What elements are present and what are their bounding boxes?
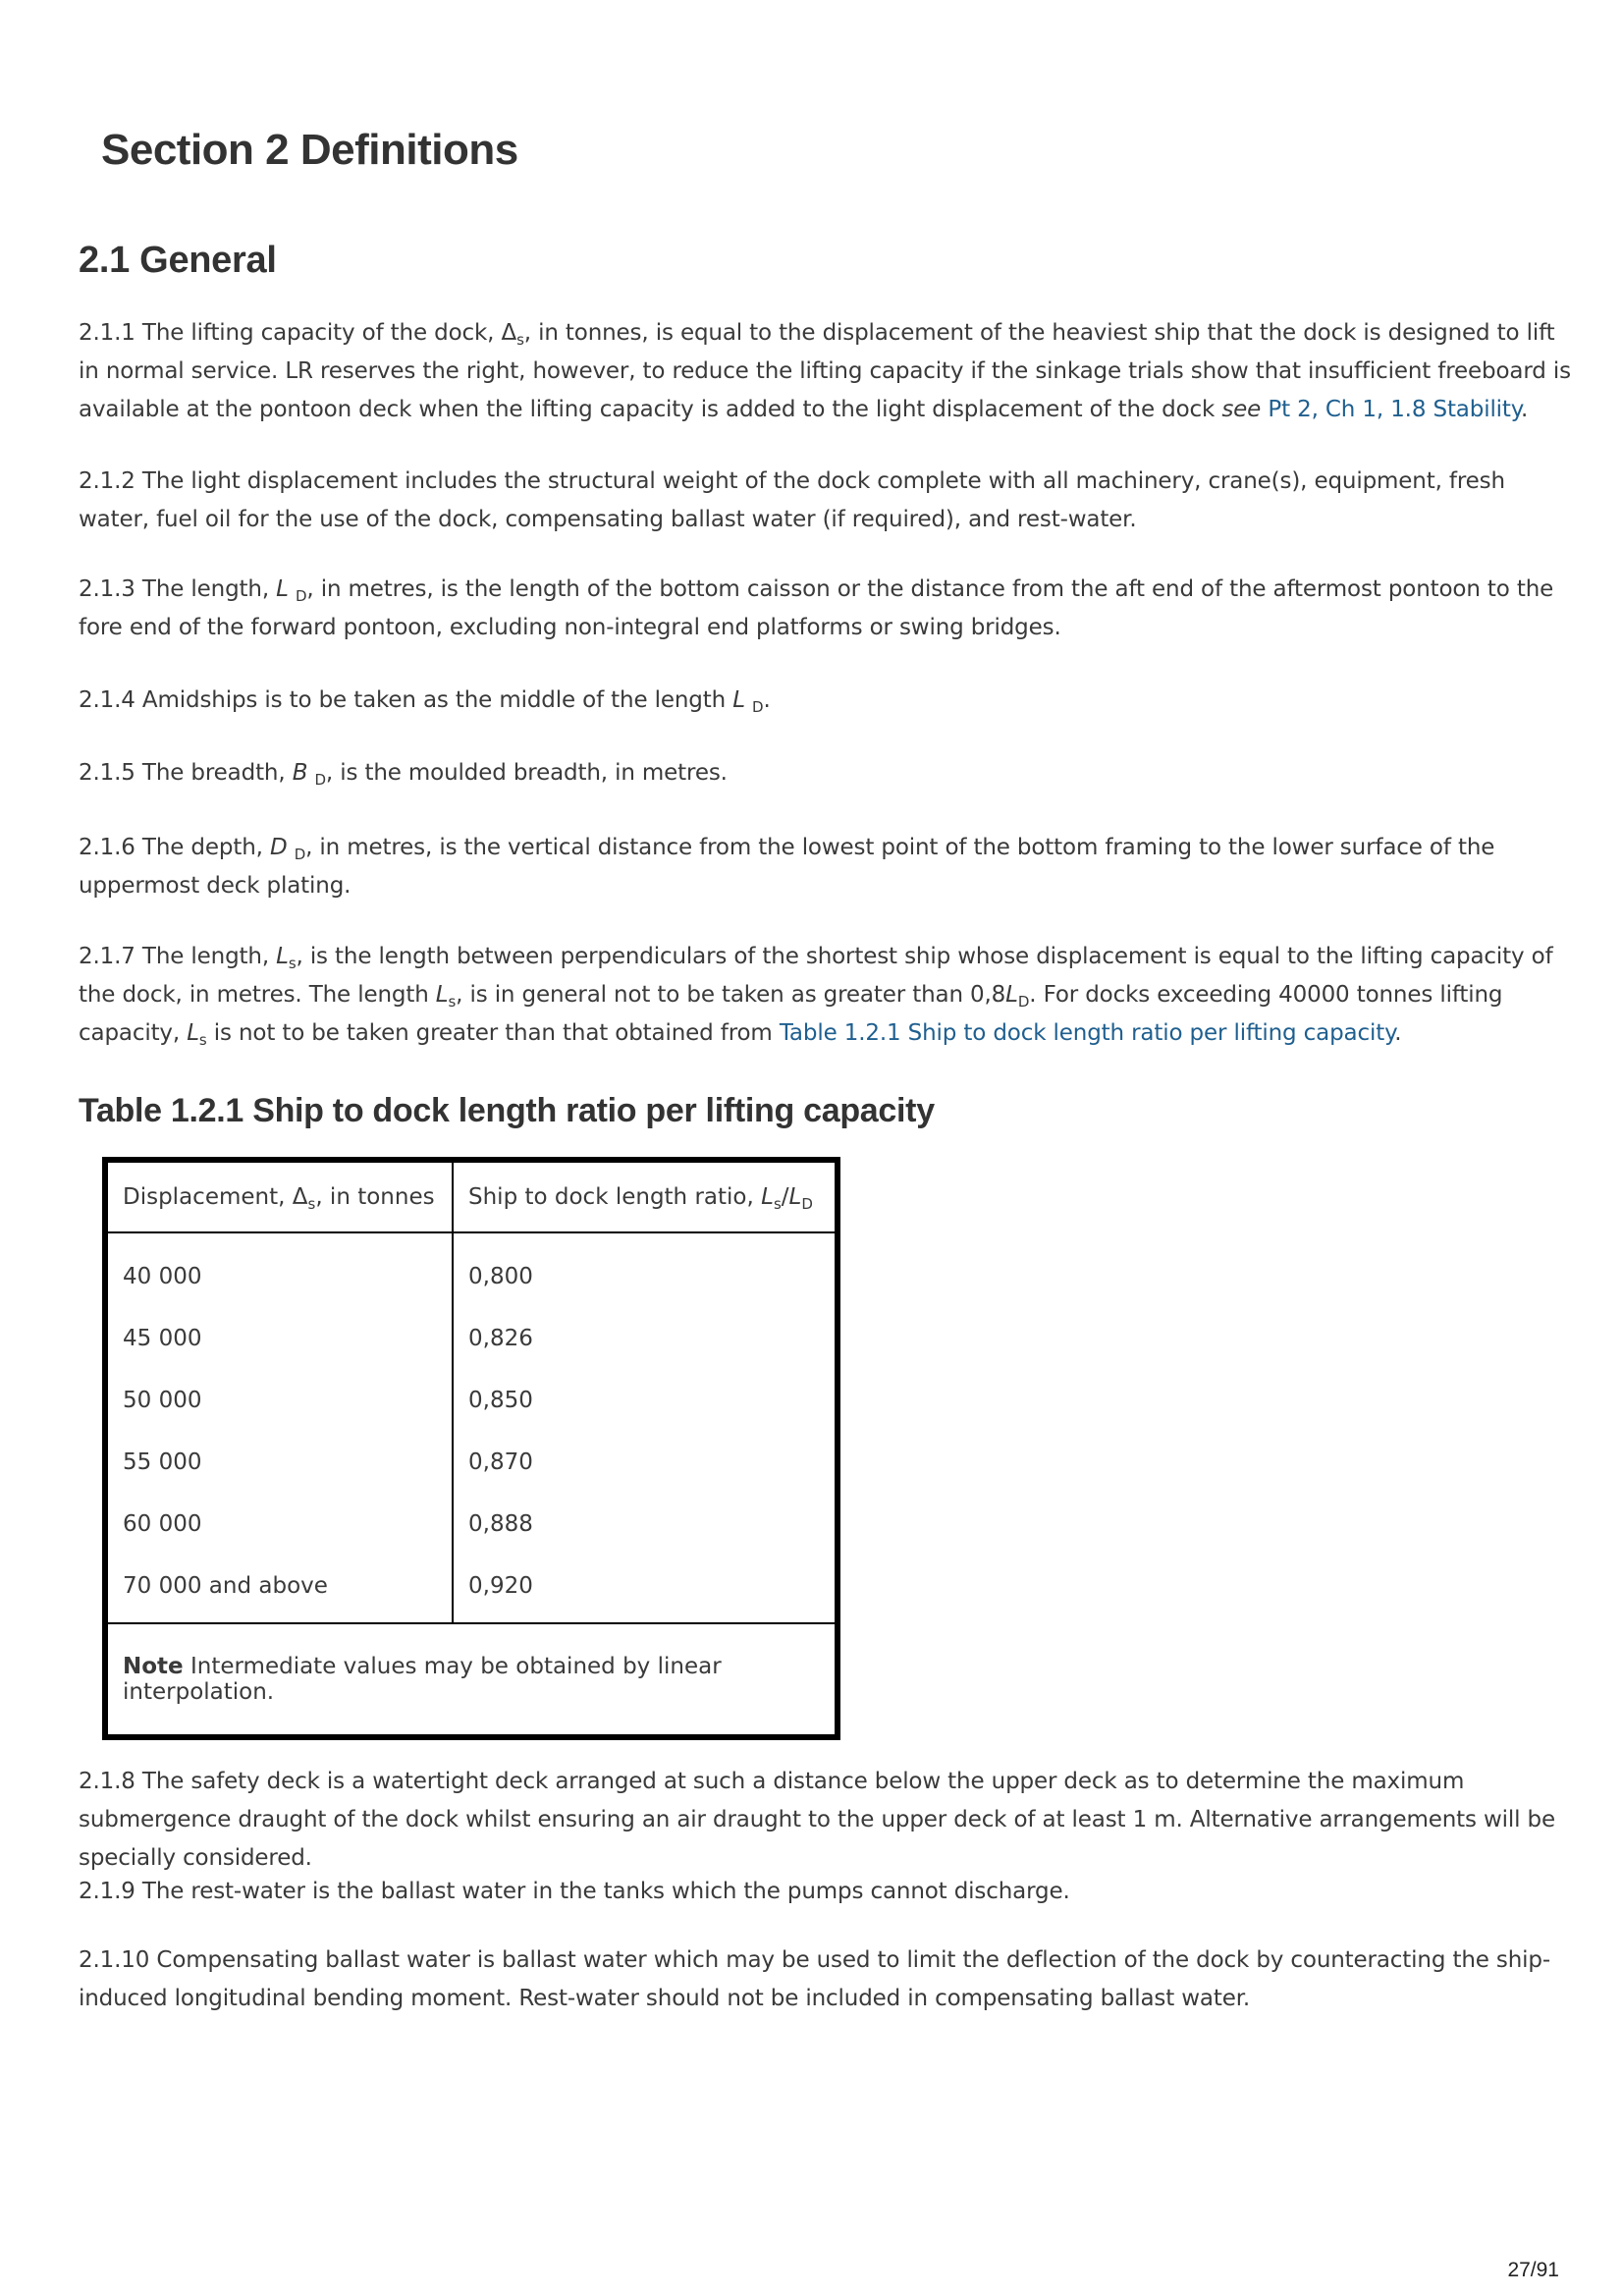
- table-row: [105, 1431, 838, 1493]
- note-label: Note: [123, 1654, 184, 1679]
- cell-ratio: 0,888: [468, 1510, 533, 1537]
- table-row: [105, 1493, 838, 1555]
- table-row: [105, 1307, 838, 1369]
- section-title: Section 2 Definitions: [101, 126, 518, 174]
- cell-ratio: 0,920: [468, 1572, 533, 1599]
- table-note: [105, 1623, 838, 1737]
- cell-ratio: 0,870: [468, 1449, 533, 1475]
- cell-displacement: 70 000 and above: [105, 1555, 453, 1623]
- cell-displacement: 60 000: [105, 1493, 453, 1555]
- paragraph-2-1-4: 2.1.4 Amidships is to be taken as the middle of the length L $_D$.: [79, 687, 771, 716]
- header-displacement: Displacement, $\Delta_s$, in tonnes: [105, 1160, 453, 1232]
- page-number: 27/91: [1507, 2259, 1559, 2281]
- paragraph-2-1-1: 2.1.1 The lifting capacity of the dock, $\Delta_s$, in tonnes, is equal to the displacement of the heaviest ship that the dock is designed to lift in normal service. LR reserves the right, however, to reduce the lifting capacity if the sinkage trials show that insufficient freeboard is available at the pontoon deck when the lifting capacity is added to the light displacement of the dock see Pt 2, Ch 1, 1.8 Stability.: [79, 320, 1571, 422]
- paragraph-2-1-3: 2.1.3 The length, L $_D$, in metres, is the length of the bottom caisson or the distance from the aft end of the aftermost pontoon to the fore end of the forward pontoon, excluding non-integral end platforms or swing bridges.: [79, 576, 1554, 640]
- cell-ratio: 0,826: [468, 1325, 533, 1351]
- paragraph-2-1-9: 2.1.9 The rest-water is the ballast water in the tanks which the pumps cannot discharge.: [79, 1879, 1070, 1904]
- table-header-row: [105, 1160, 838, 1232]
- delta-symbol: Δ: [501, 320, 517, 346]
- table-link[interactable]: Table 1.2.1 Ship to dock length ratio per lifting capacity: [779, 1020, 1395, 1046]
- stability-link[interactable]: Pt 2, Ch 1, 1.8 Stability: [1268, 397, 1521, 422]
- paragraph-2-1-8: 2.1.8 The safety deck is a watertight deck arranged at such a distance below the upper deck as to determine the maximum submergence draught of the dock whilst ensuring an air draught to the upper deck of at least 1 m. Alternative arrangements will be specially considered.: [79, 1769, 1555, 1871]
- cell-displacement: 50 000: [105, 1369, 453, 1431]
- paragraph-2-1-6: 2.1.6 The depth, D $_D$, in metres, is the vertical distance from the lowest point of the bottom framing to the lower surface of the uppermost deck plating.: [79, 835, 1495, 899]
- header-ratio: Ship to dock length ratio, $L_s/L_D$: [453, 1160, 838, 1232]
- paragraph-2-1-2: 2.1.2 The light displacement includes the structural weight of the dock complete with all machinery, crane(s), equipment, fresh water, fuel oil for the use of the dock, compensating ballast water (if required), and rest-water.: [79, 468, 1505, 532]
- paragraph-2-1-7: 2.1.7 The length, $L_s$, is the length between perpendiculars of the shortest ship whose displacement is equal to the lifting capacity of the dock, in metres. The length $L_s$, is in general not to be taken as greater than $0,8L_D$. For docks exceeding 40000 tonnes lifting capacity, $L_s$ is not to be taken greater than that obtained from Table 1.2.1 Ship to dock length ratio per lifting capacity.: [79, 944, 1553, 1049]
- note-text: Intermediate values may be obtained by linear interpolation.: [123, 1654, 722, 1705]
- cell-displacement: 45 000: [105, 1307, 453, 1369]
- table-title: Table 1.2.1 Ship to dock length ratio per lifting capacity: [79, 1092, 935, 1129]
- table-row: [105, 1369, 838, 1431]
- subsection-title: 2.1 General: [79, 240, 277, 281]
- table-note-row: [105, 1623, 838, 1737]
- paragraph-2-1-5: 2.1.5 The breadth, B $_D$, is the moulded breadth, in metres.: [79, 760, 728, 789]
- length-ratio-table: [102, 1157, 840, 1740]
- table-row: [105, 1555, 838, 1623]
- cell-displacement: 55 000: [105, 1431, 453, 1493]
- paragraph-2-1-10: 2.1.10 Compensating ballast water is ballast water which may be used to limit the deflection of the dock by counteracting the ship-induced longitudinal bending moment. Rest-water should not be included in compensating ballast water.: [79, 1947, 1551, 2011]
- cell-ratio: 0,850: [468, 1387, 533, 1413]
- cell-displacement: 40 000: [105, 1232, 453, 1307]
- cell-ratio: 0,800: [468, 1263, 533, 1289]
- table-row: [105, 1232, 838, 1307]
